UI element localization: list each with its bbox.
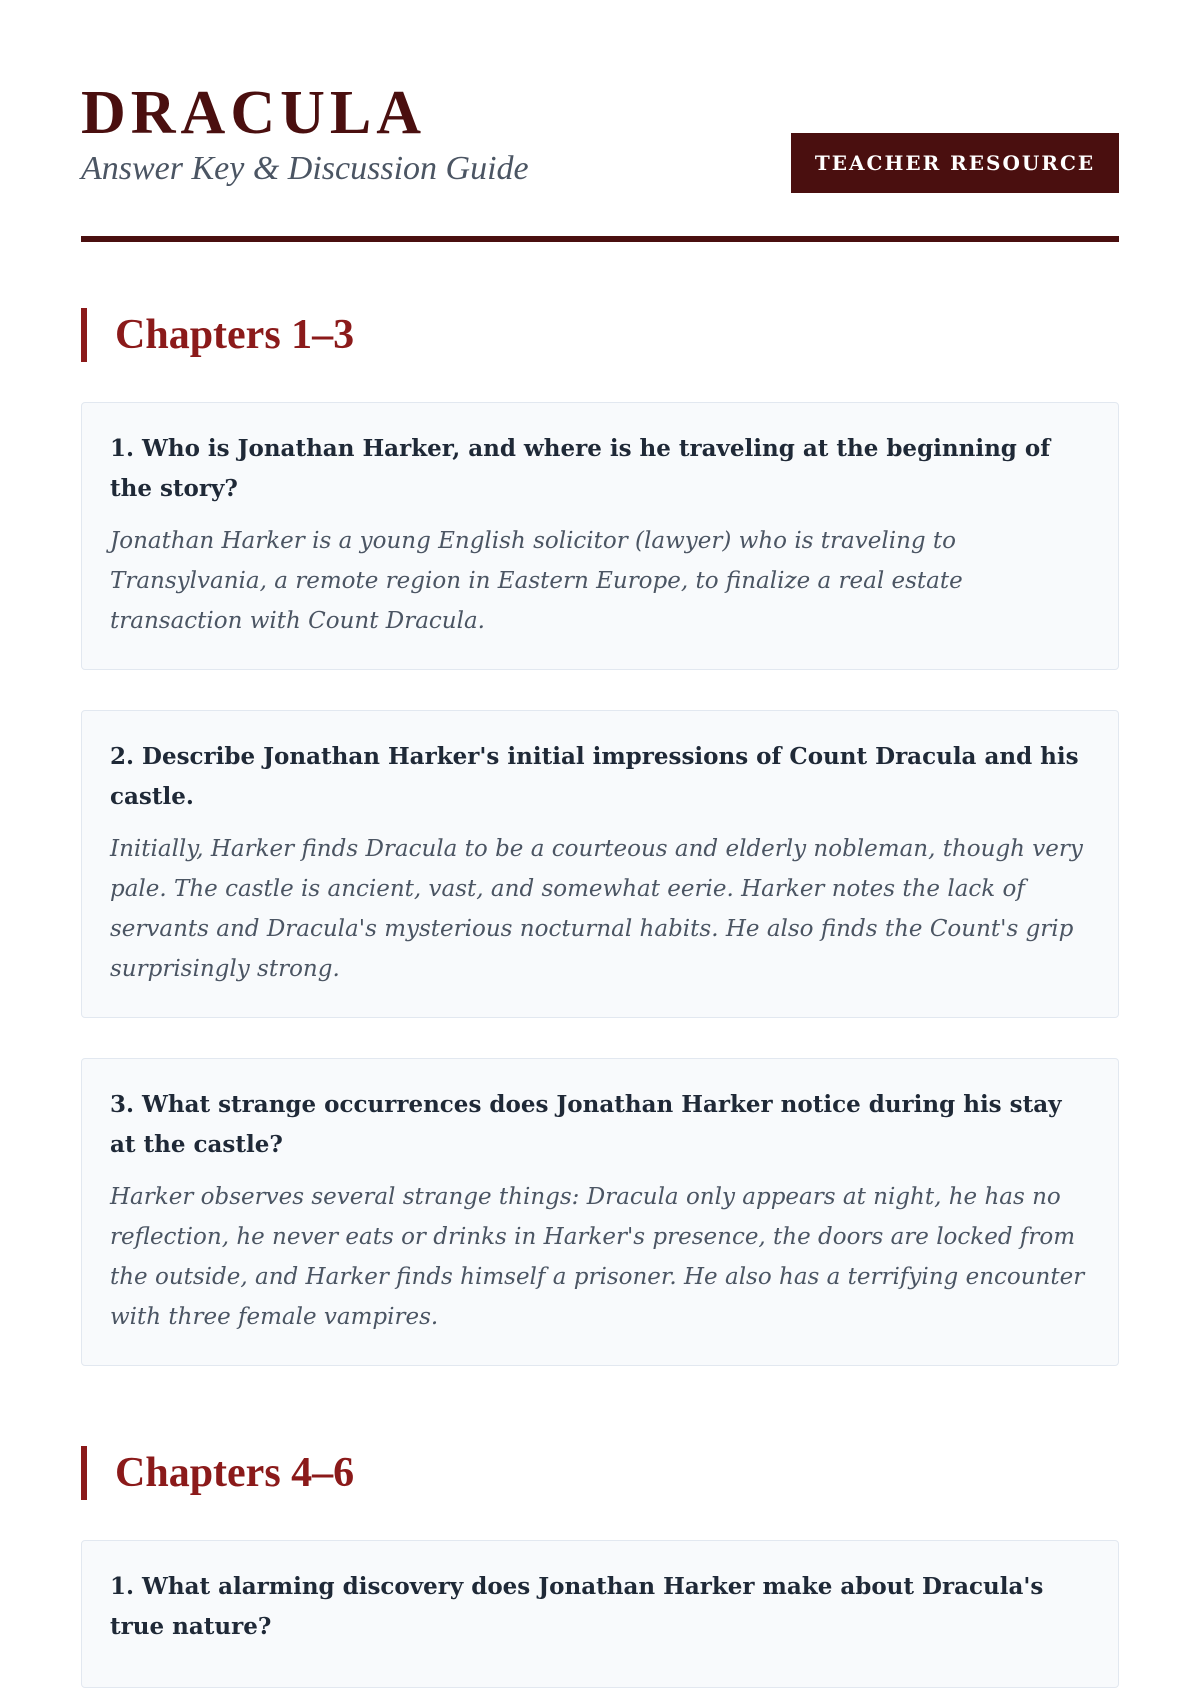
answer-text: Initially, Harker finds Dracula to be a courteous and elderly nobleman, though very pale. The castle is ancient, vast, and somewhat eerie. Harker notes the lack of servants and Dracula's mysterious nocturnal habits. He also finds the Count's grip surprisingly strong. — [110, 836, 1083, 982]
question-text: 2. Describe Jonathan Harker's initial impressions of Count Dracula and his castle. — [110, 743, 1079, 810]
section-chapters-1-3 — [81, 308, 1119, 1366]
qa-card — [81, 1058, 1119, 1366]
qa-card — [81, 1540, 1119, 1688]
answer-text: Jonathan Harker is a young English solicitor (lawyer) who is traveling to Transylvania, a remote region in Eastern Europe, to finalize a real estate transaction with Count Dracula. — [110, 528, 963, 634]
qa-card — [81, 402, 1119, 670]
document-title: DRACULA — [81, 79, 426, 147]
section-heading: Chapters 4–6 — [81, 1446, 1119, 1500]
document-subtitle: Answer Key & Discussion Guide — [81, 150, 529, 187]
question-text: 1. What alarming discovery does Jonathan Harker make about Dracula's true nature? — [110, 1573, 1044, 1640]
section-chapters-4-6 — [81, 1446, 1119, 1688]
section-heading: Chapters 1–3 — [81, 308, 1119, 362]
teacher-resource-badge: TEACHER RESOURCE — [791, 133, 1119, 193]
question-text: 3. What strange occurrences does Jonathan Harker notice during his stay at the castle? — [110, 1091, 1062, 1158]
answer-text: Harker observes several strange things: Dracula only appears at night, he has no reflection, he never eats or drinks in Harker's presence, the doors are locked from the outside, and Harker finds himself a prisoner. He also has a terrifying encounter with three female vampires. — [110, 1184, 1085, 1330]
question-text: 1. Who is Jonathan Harker, and where is he traveling at the beginning of the story? — [110, 435, 1051, 502]
document-header — [81, 0, 1119, 242]
qa-card — [81, 710, 1119, 1018]
